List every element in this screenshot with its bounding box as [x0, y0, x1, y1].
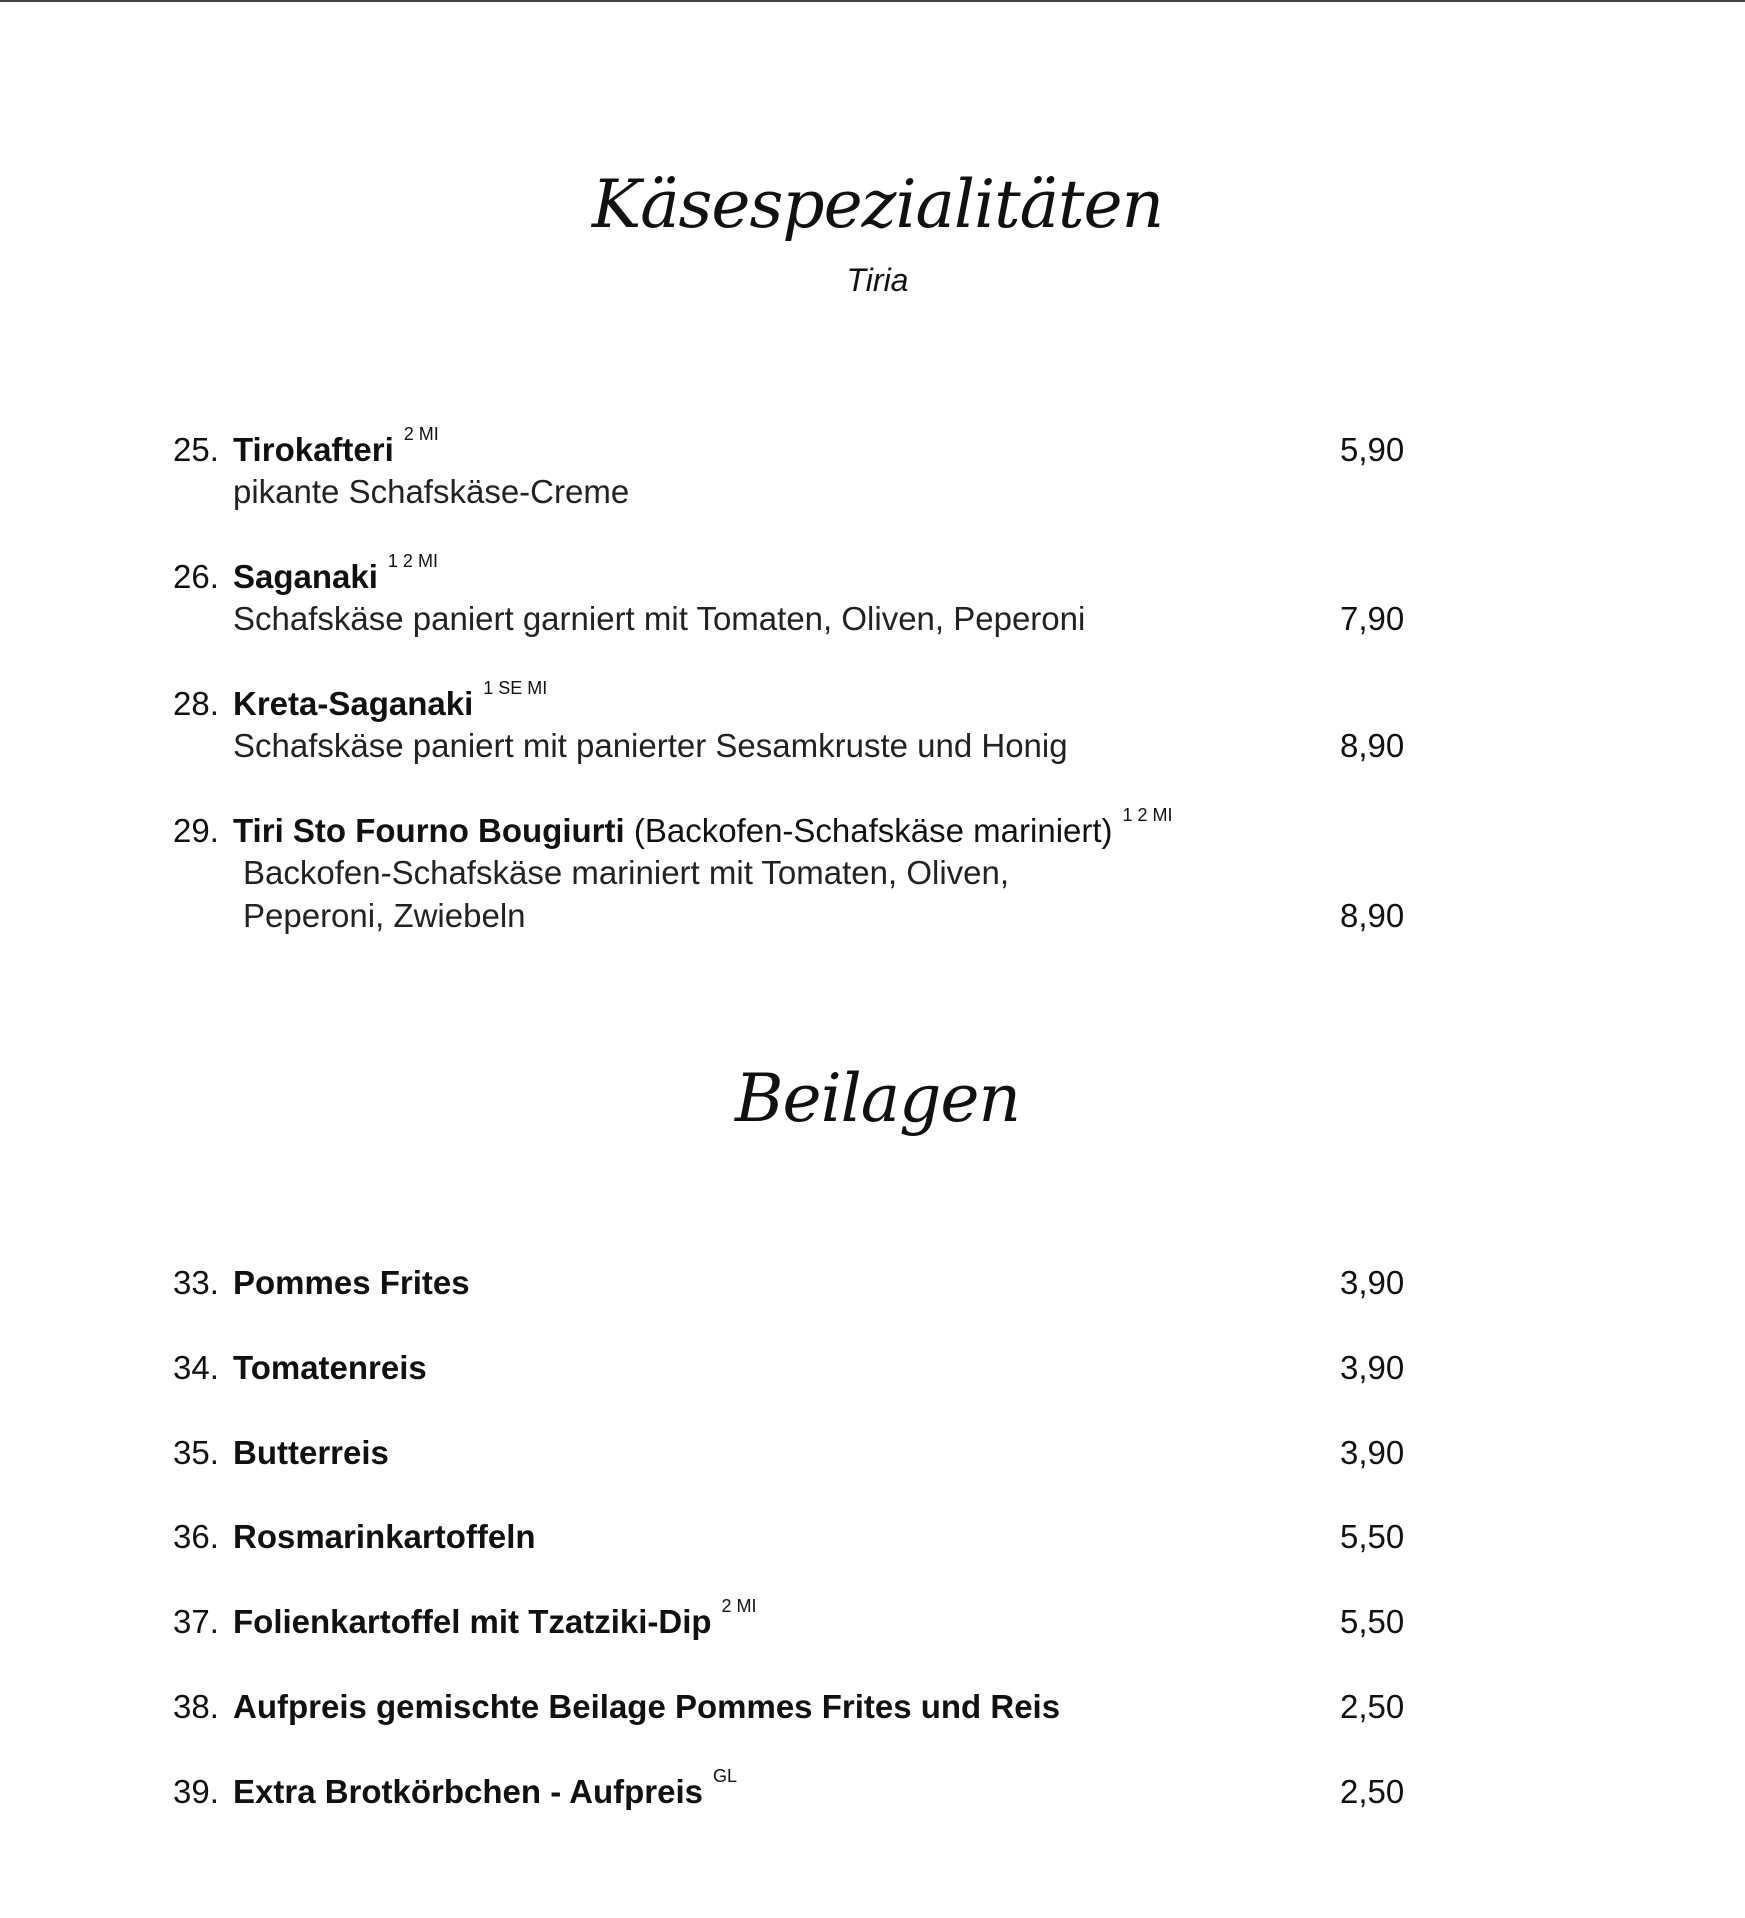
item-name: Aufpreis gemischte Beilage Pommes Frites und Reis	[233, 1688, 1061, 1725]
item-name: Extra Brotkörbchen - Aufpreis	[233, 1773, 704, 1810]
menu-item-title	[233, 1690, 1060, 1723]
item-number: 29.	[173, 812, 219, 849]
item-price: 3,90	[1340, 1434, 1405, 1471]
item-name: Tomatenreis	[233, 1349, 427, 1386]
section-subtitle: Tiria	[846, 262, 909, 298]
item-price: 2,50	[1340, 1688, 1405, 1725]
allergen-codes: 1 SE MI	[483, 678, 548, 698]
menu-item-title	[233, 805, 1173, 849]
item-price: 5,90	[1340, 431, 1405, 468]
item-name: Kreta-Saganaki	[233, 685, 474, 722]
section-title-beilagen: Beilagen	[735, 1060, 1020, 1137]
item-number: 34.	[173, 1349, 219, 1386]
item-name: Rosmarinkartoffeln	[233, 1518, 536, 1555]
menu-item-title	[233, 551, 438, 595]
allergen-codes: 2 MI	[403, 424, 439, 444]
item-number: 37.	[173, 1603, 219, 1640]
menu-item-title	[233, 678, 548, 722]
menu-item-title	[233, 1436, 389, 1469]
item-name: Saganaki	[233, 558, 378, 595]
item-name: Tiri Sto Fourno Bougiurti	[233, 812, 625, 849]
item-number: 35.	[173, 1434, 219, 1471]
item-number: 39.	[173, 1773, 219, 1810]
menu-item-title	[233, 424, 439, 468]
menu-item-title	[233, 1266, 470, 1299]
item-description: pikante Schafskäse-Creme	[233, 473, 630, 510]
menu-item-title	[233, 1520, 536, 1553]
item-price: 8,90	[1340, 727, 1405, 764]
allergen-codes: 1 2 MI	[387, 551, 438, 571]
item-description: Schafskäse paniert mit panierter Sesamkruste und Honig	[233, 727, 1068, 764]
top-border-line	[0, 0, 1745, 2]
item-price: 3,90	[1340, 1349, 1405, 1386]
item-description: Peperoni, Zwiebeln	[243, 897, 526, 934]
item-name: Pommes Frites	[233, 1264, 470, 1301]
allergen-codes: GL	[713, 1766, 738, 1786]
item-price: 2,50	[1340, 1773, 1405, 1810]
allergen-codes: 1 2 MI	[1122, 805, 1173, 825]
item-number: 38.	[173, 1688, 219, 1725]
item-number: 26.	[173, 558, 219, 595]
section-title-kaesespezialitaeten: Käsespezialitäten	[591, 166, 1164, 243]
menu-item-title	[233, 1766, 738, 1810]
item-price: 5,50	[1340, 1603, 1405, 1640]
item-price: 7,90	[1340, 600, 1405, 637]
item-number: 25.	[173, 431, 219, 468]
item-number: 28.	[173, 685, 219, 722]
item-number: 33.	[173, 1264, 219, 1301]
item-description: Schafskäse paniert garniert mit Tomaten, Oliven, Peperoni	[233, 600, 1086, 637]
allergen-codes: 2 MI	[721, 1596, 757, 1616]
item-price: 5,50	[1340, 1518, 1405, 1555]
item-price: 3,90	[1340, 1264, 1405, 1301]
item-number: 36.	[173, 1518, 219, 1555]
item-name: Folienkartoffel mit Tzatziki-Dip	[233, 1603, 712, 1640]
item-description: Backofen-Schafskäse mariniert mit Tomaten, Oliven,	[243, 854, 1010, 891]
item-name-note: (Backofen-Schafskäse mariniert)	[633, 812, 1113, 849]
menu-item-title	[233, 1596, 757, 1640]
item-name: Butterreis	[233, 1434, 389, 1471]
menu-item-title	[233, 1351, 427, 1384]
item-name: Tirokafteri	[233, 431, 394, 468]
item-price: 8,90	[1340, 897, 1405, 934]
